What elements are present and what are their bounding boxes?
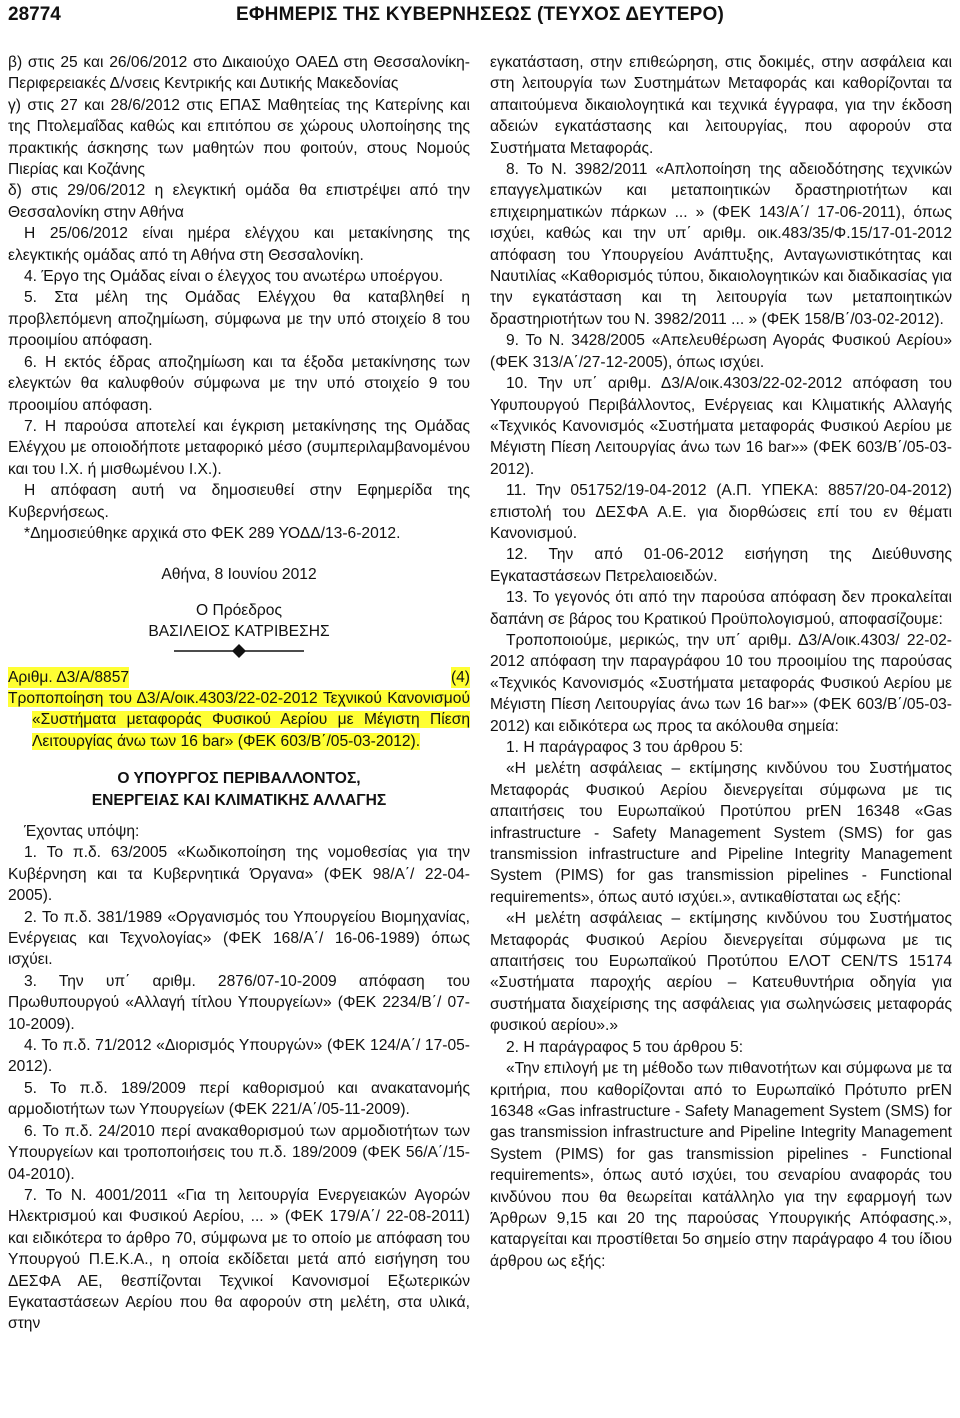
quote: «Η μελέτη ασφάλειας – εκτίμησης κινδύνου του Συστήματος Μεταφοράς Φυσικού Αερίου διενεργείται σύμφωνα με τις απαιτήσεις του Ευρωπαϊκού Προτύπου prEN 16348 «Gas infrastructure - Safety Management System (SMS) for gas transmission infrastructure and Pipeline Integrity Management System (PIMS) for gas transmission pipelines - Functional requirements», όπως αυτό ισχύει.», αντικαθίσταται ως εξής: — [490, 760, 952, 906]
right-column — [490, 52, 952, 1272]
paragraph: 4. Έργο της Ομάδας είναι ο έλεγχος του ανωτέρω υποέργου. — [24, 268, 444, 286]
left-column — [8, 52, 470, 1335]
signatory-role: Ο Πρόεδρος — [196, 601, 282, 619]
paragraph: β) στις 25 και 26/06/2012 στο Δικαιούχο ΟΑΕΔ στη Θεσσαλονίκη- Περιφερειακές Δ/νσεις Κεντρικής και Δυτικής Μακεδονίας — [8, 54, 470, 93]
quote: «Η μελέτη ασφάλειας – εκτίμησης κινδύνου του Συστήματος Μεταφοράς Φυσικού Αερίου διενεργείται σύμφωνα με τις απαιτήσεις του Ευρωπαϊκού Προτύπου ΕΛΟΤ CEN/TS 15174 «Συστήματα παροχής αερίου – Κατευθυντήρια οδηγία για συστήματα διαχείρισης της ασφάλειας για σωληνώσεις μεταφοράς φυσικού αερίου».» — [490, 910, 952, 1035]
list-item: 1. Το π.δ. 63/2005 «Κωδικοποίηση της νομοθεσίας για την Κυβέρνηση και τα Κυβερνητικά Όργανα» (ΦΕΚ 98/Α΄/ 22-04-2005). — [8, 844, 470, 905]
place-date: Αθήνα, 8 Ιουνίου 2012 — [161, 566, 317, 584]
having-regard: Έχοντας υπόψη: — [24, 823, 140, 840]
page-header — [0, 0, 960, 34]
paragraph: 6. Η εκτός έδρας αποζημίωση και τα έξοδα μετακίνησης των ελεγκτών θα καλυφθούν σύμφωνα με την υπό στοιχείο 9 του προοιμίου απόφαση. — [8, 353, 470, 414]
decision-number: Αριθμ. Δ3/Α/8857 — [8, 667, 129, 688]
decision-tag: (4) — [451, 667, 470, 688]
paragraph: 2. Η παράγραφος 5 του άρθρου 5: — [506, 1038, 744, 1056]
signature-block — [8, 564, 470, 642]
paragraph: εγκατάσταση, στην επιθεώρηση, στις δοκιμές, στην ασφάλεια και στη λειτουργία των Συστημάτων Μεταφοράς και καθορίζονται τα απαιτούμενα δικαιολογητικά και τεχνικά έγγραφα, για την έκδοση αδειών εγκατάστασης και λειτουργίας, που αφορούν στα Συστήματα Μεταφοράς. — [490, 54, 952, 157]
list-item: 6. Το π.δ. 24/2010 περί ανακαθορισμού των αρμοδιοτήτων των Υπουργείων και τροποποιήσεις του π.δ. 189/2009 (ΦΕΚ 56/Α΄/15-04-2010). — [8, 1122, 470, 1183]
paragraph: Η απόφαση αυτή να δημοσιευθεί στην Εφημερίδα της Κυβερνήσεως. — [8, 482, 470, 521]
paragraph: 1. Η παράγραφος 3 του άρθρου 5: — [506, 739, 744, 756]
minister-title: Ο ΥΠΟΥΡΓΟΣ ΠΕΡΙΒΑΛΛΟΝΤΟΣ, — [117, 770, 361, 788]
paragraph: δ) στις 29/06/2012 η ελεγκτική ομάδα θα επιστρέψει από την Θεσσαλονίκη στην Αθήνα — [8, 182, 470, 221]
list-item: 4. Το π.δ. 71/2012 «Διορισμός Υπουργών» (ΦΕΚ 124/Α΄/ 17-05-2012). — [8, 1037, 470, 1076]
list-item: 5. Το π.δ. 189/2009 περί καθορισμού και ανακατανομής αρμοδιοτήτων των Υπουργείων (ΦΕΚ 221/Α΄/05-11-2009). — [8, 1079, 470, 1119]
list-item: 9. Το Ν. 3428/2005 «Απελευθέρωση Αγοράς Φυσικού Αερίου» (ΦΕΚ 313/Α΄/27-12-2005), όπως ισχύει. — [490, 332, 952, 371]
list-item: 3. Την υπ΄ αριθμ. 2876/07-10-2009 απόφαση του Πρωθυπουργού «Αλλαγή τίτλου Υπουργείων» (ΦΕΚ 2234/Β΄/ 07-10-2009). — [8, 972, 470, 1033]
paragraph: 7. Η παρούσα αποτελεί και έγκριση μετακίνησης της Ομάδας Ελέγχου με οποιοδήποτε μεταφορικό μέσο (συμπεριλαμβανομένου και του Ι.Χ. ή μισθωμένου Ι.Χ.). — [8, 417, 470, 478]
quote: «Την επιλογή με τη μέθοδο των πιθανοτήτων και σύμφωνα με τα κριτήρια, που καθορίζονται από το Ευρωπαϊκό Πρότυπο prEN 16348 «Gas infrastructure - Safety Management System (SMS) for gas transmission infrastructure and Pipeline Integrity Management System (PIMS) for gas transmission pipelines - Functional requirements», όπως αυτό ισχύει, του σεναρίου αναφοράς του κινδύνου που θα θεωρείται κατάλληλο για την εφαρμογή των Άρθρων 9,15 και 20 της παρούσας Υπουργικής Απόφασης.», καταργείται και προστίθεται 5ο σημείο στην παράγραφο 4 του ίδιου άρθρου ως εξής: — [490, 1060, 952, 1270]
signatory-name: ΒΑΣΙΛΕΙΟΣ ΚΑΤΡΙΒΕΣΗΣ — [148, 623, 330, 641]
paragraph: Τροποποιούμε, μερικώς, την υπ΄ αριθμ. Δ3/Α/οικ.4303/ 22-02-2012 απόφαση την παραγράφου 10 του προοιμίου της παρούσας «Τεχνικός Κανονισμός «Συστήματα μεταφοράς Φυσικού Αερίου με Μέγιστη Πίεση Λειτουργίας άνω των 16 bar»» (ΦΕΚ 603/Β΄/05-03-2012) και ειδικότερα ως προς τα ακόλουθα σημεία: — [490, 631, 952, 735]
page-number: 28774 — [8, 4, 61, 25]
list-item: 2. Το π.δ. 381/1989 «Οργανισμός του Υπουργείου Βιομηχανίας, Ενέργειας και Τεχνολογίας» (ΦΕΚ 168/Α΄/ 16-06-1989) όπως ισχύει. — [8, 908, 470, 969]
list-item: 12. Την από 01-06-2012 εισήγηση της Διεύθυνσης Εγκαταστάσεων Πετρελαιοειδών. — [490, 546, 952, 585]
section-separator — [174, 643, 304, 659]
paragraph: Η 25/06/2012 είναι ημέρα ελέγχου και μετακίνησης της ελεγκτικής ομάδας από τη Αθήνα στη Θεσσαλονίκη. — [8, 225, 470, 264]
list-item: 11. Την 051752/19-04-2012 (Α.Π. ΥΠΕΚΑ: 8857/20-04-2012) επιστολή του ΔΕΣΦΑ Α.Ε. για διορθώσεις επί του εν θέματι Κανονισμού. — [490, 482, 952, 542]
paragraph: 5. Στα μέλη της Ομάδας Ελέγχου θα καταβληθεί η προβλεπόμενη αποζημίωση, σύμφωνα με την υπό στοιχείο 8 του προοιμίου απόφαση. — [8, 289, 470, 350]
decision-number-row — [8, 667, 470, 688]
gazette-title: ΕΦΗΜΕΡΙΣ ΤΗΣ ΚΥΒΕΡΝΗΣΕΩΣ (ΤΕΥΧΟΣ ΔΕΥΤΕΡΟ) — [236, 4, 724, 25]
list-item: 8. Το Ν. 3982/2011 «Απλοποίηση της αδειοδότησης τεχνικών επαγγελματικών και μεταποιητικών δραστηριοτήτων και επιχειρηματικών πάρκων ... » (ΦΕΚ 143/Α΄/ 17-06-2011), όπως ισχύει, καθώς και την υπ΄ αριθμ. οικ.483/35/Φ.15/17-01-2012 απόφαση του Υπουργείου Ανάπτυξης, Ανταγωνιστικότητας και Ναυτιλίας «Καθορισμός τύπου, δικαιολογητικών και διαδικασίας για την εγκατάσταση και τη λειτουργία των μεταποιητικών δραστηριοτήτων του Ν. 3982/2011 ... » (ΦΕΚ 158/Β΄/03-02-2012). — [490, 161, 952, 328]
paragraph: γ) στις 27 και 28/6/2012 στις ΕΠΑΣ Μαθητείας της Κατερίνης και της Πτολεμαΐδας καθώς και επιτόπου σε χώρους υλοποίησης της πρακτικής άσκησης των μαθητών που φοιτούν, στους Νομούς Πιερίας και Κοζάνης — [8, 96, 470, 179]
decision-subject: Τροποποίηση του Δ3/Α/οικ.4303/22-02-2012 Τεχνικού Κανονισμού «Συστήματα μεταφοράς Φυσικού Αερίου με Μέγιστη Πίεση Λειτουργίας άνω των 16 bar» (ΦΕΚ 603/Β΄/05-03-2012). — [8, 689, 470, 750]
list-item: 13. Το γεγονός ότι από την παρούσα απόφαση δεν προκαλείται δαπάνη σε βάρος του Κρατικού Προϋπολογισμού, αποφασίζουμε: — [490, 589, 952, 628]
footnote: *Δημοσιεύθηκε αρχικά στο ΦΕΚ 289 ΥΟΔΔ/13-6-2012. — [24, 524, 401, 542]
list-item: 7. Το Ν. 4001/2011 «Για τη λειτουργία Ενεργειακών Αγορών Ηλεκτρισμού και Φυσικού Αερίου, ... » (ΦΕΚ 179/Α΄/ 22-08-2011) και ειδικότερα το άρθρο 70, σύμφωνα με το οποίο με απόφαση του Υπουργού Π.Ε.Κ.Α., η οποία εκδίδεται μετά από εισήγηση του ΔΕΣΦΑ ΑΕ, θεσπίζονται Τεχνικοί Κανονισμοί Εξωτερικών Εγκαταστάσεων Αερίου που θα αφορούν στη μελέτη, στα υλικά, στην — [8, 1186, 470, 1333]
list-item: 10. Την υπ΄ αριθμ. Δ3/Α/οικ.4303/22-02-2012 απόφαση του Υφυπουργού Περιβάλλοντος, Ενέργειας και Κλιματικής Αλλαγής «Τεχνικός Κανονισμός «Συστήματα μεταφοράς Φυσικού Αερίου με Μέγιστη Πίεση Λειτουργίας άνω των 16 bar»» (ΦΕΚ 603/Β΄/05-03-2012). — [490, 375, 952, 478]
minister-title-line2: ΕΝΕΡΓΕΙΑΣ ΚΑΙ ΚΛΙΜΑΤΙΚΗΣ ΑΛΛΑΓΗΣ — [91, 791, 387, 809]
